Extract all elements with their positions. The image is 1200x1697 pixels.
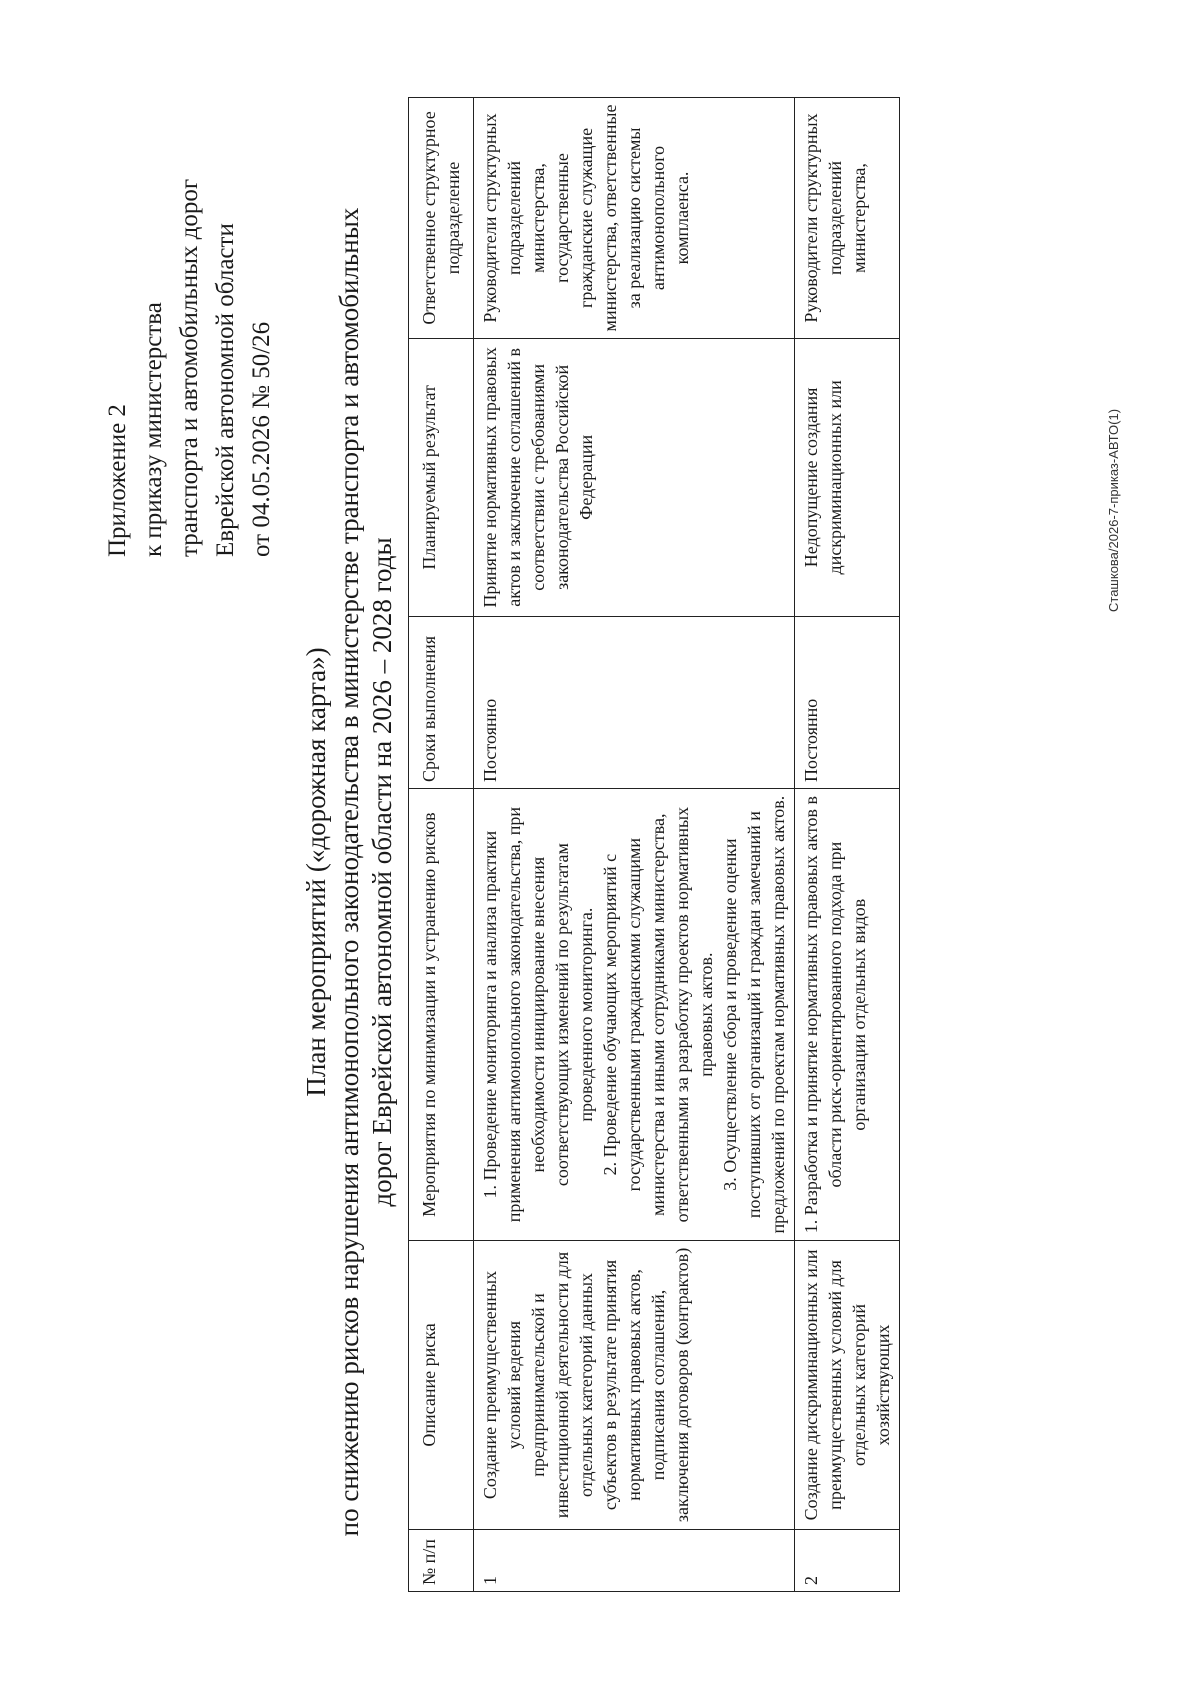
measure-item: 1. Проведение мониторинга и анализа практики применения антимонопольного законодательства, при необходимости инициирование внесения соответствующих изменений по результатам проведенного мониторинга. (480, 807, 596, 1223)
header-measures: Мероприятия по минимизации и устранению рисков (409, 789, 474, 1241)
result-cell: Недопущение создания дискриминационных или (795, 338, 900, 616)
appendix-line: к приказу министерства (140, 302, 167, 557)
table-row (474, 98, 795, 1592)
measure-item: 2. Проведение обучающих мероприятий с государственными гражданскими служащими министерства и иными сотрудниками министерства, ответственными за разработку проектов нормативных правовых актов. (600, 806, 716, 1223)
appendix-line: Приложение 2 (104, 404, 131, 557)
appendix-header (100, 77, 280, 557)
risk-description: Создание преимущественных условий ведения предпринимательской и инвестиционной деятельности для отдельных категорий данных субъектов в результате принятия нормативных правовых актов, подписания соглашений, заключения договоров (контрактов) (474, 1241, 795, 1529)
document-footer: Сташкова/2026-7-приказ-АВТО(1) (1106, 408, 1121, 612)
plan-title-line: дорог Еврейской автономной области на 2026 – 2028 годы (367, 537, 397, 1207)
header-result: Планируемый результат (409, 338, 474, 616)
term-cell: Постоянно (795, 616, 900, 788)
header-num: № п/п (409, 1529, 474, 1591)
risk-description: Создание дискриминационных или преимущественных условий для отдельных категорий хозяйствующих (795, 1241, 900, 1529)
table-row (795, 98, 900, 1592)
row-num: 1 (474, 1529, 795, 1591)
plan-title-line: по снижению рисков нарушения антимонопольного законодательства в министерстве транспорта и автомобильных (334, 207, 364, 1537)
roadmap-table (408, 97, 900, 1592)
appendix-line: от 04.05.2026 № 50/26 (248, 321, 275, 557)
plan-title-line: План мероприятий («дорожная карта») (301, 647, 331, 1097)
measures-cell (474, 789, 795, 1241)
responsible-cell: Руководители структурных подразделений министерства, (795, 98, 900, 339)
measures-cell (795, 789, 900, 1241)
responsible-cell: Руководители структурных подразделений министерства, государственные гражданские служащие министерства, ответственные за реализацию системы антимонопольного комплаенса. (474, 98, 795, 339)
measure-item: 3. Осуществление сбора и проведение оценки поступивших от организаций и граждан замечаний и предложений по проектам нормативных правовых актов. (720, 795, 788, 1234)
appendix-line: Еврейской автономной области (212, 223, 239, 557)
plan-title (300, 137, 399, 1607)
table-header-row (409, 98, 474, 1592)
header-responsible: Ответственное структурное подразделение (409, 98, 474, 339)
term-cell: Постоянно (474, 616, 795, 788)
appendix-line: транспорта и автомобильных дорог (176, 178, 203, 557)
measure-item: 1. Разработка и принятие нормативных правовых актов в области риск-ориентированного подхода при организации отдельных видов (801, 796, 869, 1234)
result-cell: Принятие нормативных правовых актов и заключение соглашений в соответствии с требованиями законодательства Российской Федерации (474, 338, 795, 616)
header-term: Сроки выполнения (409, 616, 474, 788)
row-num: 2 (795, 1529, 900, 1591)
header-risk: Описание риска (409, 1241, 474, 1529)
